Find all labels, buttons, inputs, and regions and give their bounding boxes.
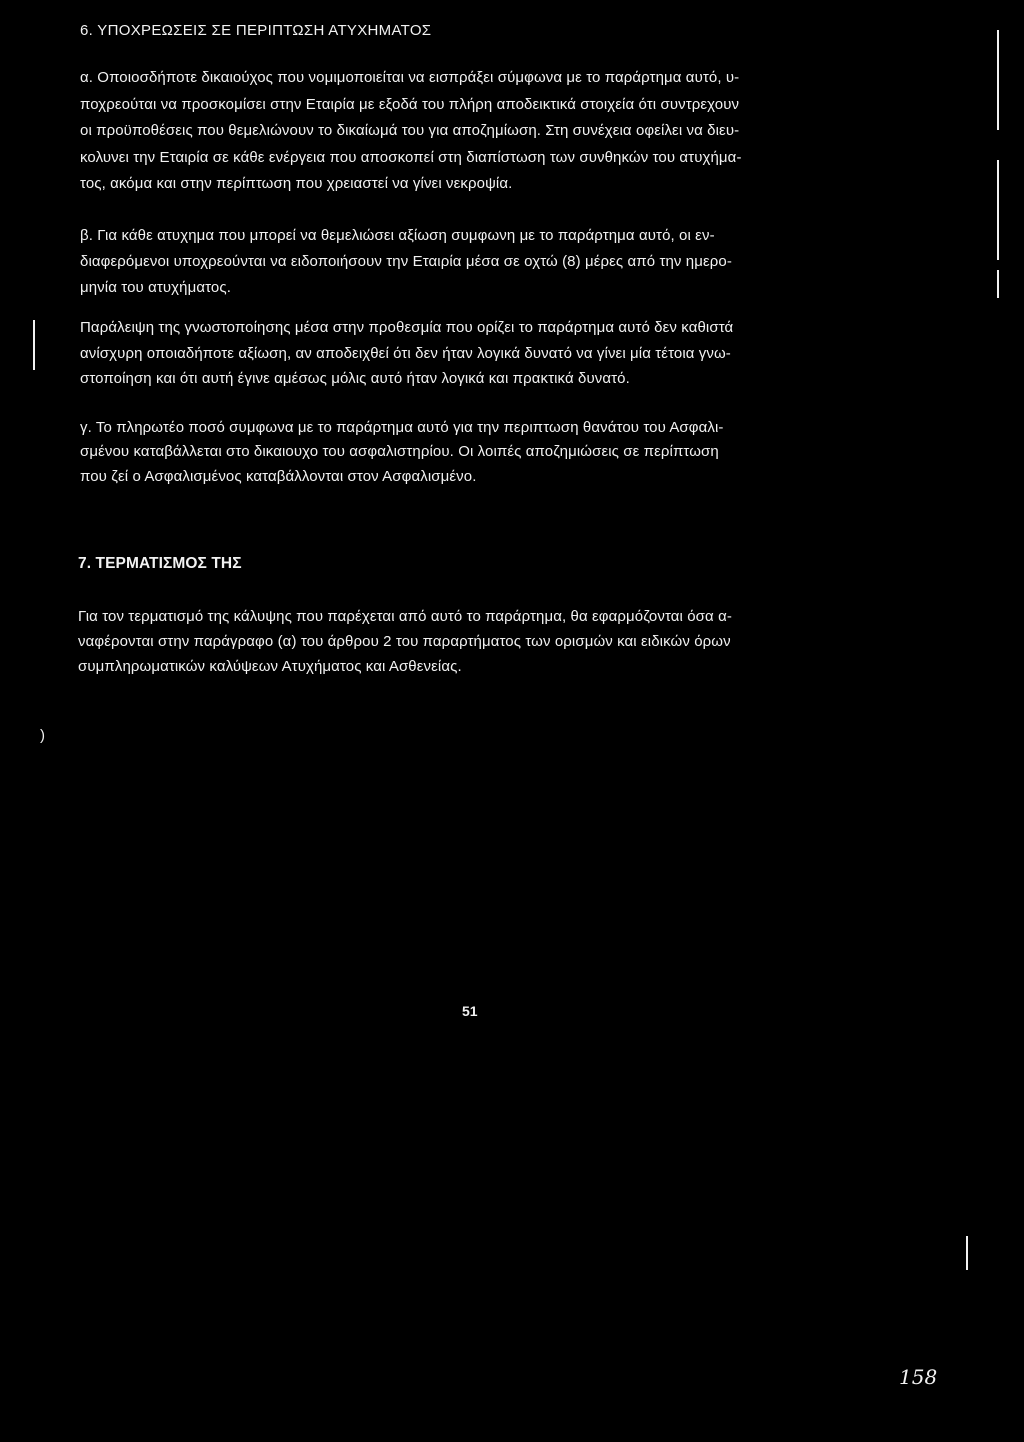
section-7-title: 7. ΤΕΡΜΑΤΙΣΜΟΣ ΤΗΣ: [78, 555, 242, 572]
section-7-line: Για τον τερματισμό της κάλυψης που παρέχεται από αυτό το παράρτημα, θα εφαρμόζονται όσα α-: [78, 608, 732, 625]
paragraph-b-line: διαφερόμενοι υποχρεούνται να ειδοποιήσουν την Εταιρία μέσα σε οχτώ (8) μέρες από την ημερο-: [80, 253, 732, 270]
revision-bar: [997, 160, 999, 260]
paragraph-notice-line: ανίσχυρη οποιαδήποτε αξίωση, αν αποδειχθεί ότι δεν ήταν λογικά δυνατό να γίνει μία τέτοια γνω-: [80, 345, 731, 362]
handwritten-page-number: 158: [899, 1365, 938, 1389]
paragraph-a-line: οι προϋποθέσεις που θεμελιώνουν το δικαίωμά του για αποζημίωση. Στη συνέχεια οφείλει να διευ-: [80, 122, 740, 139]
paragraph-b-line: μηνία του ατυχήματος.: [80, 279, 231, 296]
paragraph-notice-line: Παράλειψη της γνωστοποίησης μέσα στην προθεσμία που ορίζει το παράρτημα αυτό δεν καθιστά: [80, 319, 734, 336]
revision-bar: [997, 30, 999, 130]
revision-bar: [997, 270, 999, 298]
revision-bar: [966, 1236, 968, 1270]
paragraph-c-line: που ζεί ο Ασφαλισμένος καταβάλλονται στον Ασφαλισμένο.: [80, 468, 477, 485]
section-7-line: ναφέρονται στην παράγραφο (α) του άρθρου 2 του παραρτήματος των ορισμών και ειδικών όρων: [78, 633, 731, 650]
paragraph-a-line: ποχρεούται να προσκομίσει στην Εταιρία με εξοδά του πλήρη αποδεικτικά στοιχεία ότι συντρεχουν: [80, 96, 740, 113]
paragraph-b-line: β. Για κάθε ατυχημα που μπορεί να θεμελιώσει αξίωση συμφωνη με το παράρτημα αυτό, οι εν-: [80, 227, 715, 244]
paragraph-notice-line: στοποίηση και ότι αυτή έγινε αμέσως μόλις αυτό ήταν λογικά και πρακτικά δυνατό.: [80, 370, 630, 387]
paragraph-a-line: τος, ακόμα και στην περίπτωση που χρειαστεί να γίνει νεκροψία.: [80, 175, 513, 192]
paragraph-c-line: γ. Το πληρωτέο ποσό συμφωνα με το παράρτημα αυτό για την περιπτωση θανάτου του Ασφαλι-: [80, 419, 724, 436]
paragraph-a-line: α. Οποιοσδήποτε δικαιούχος που νομιμοποιείται να εισπράξει σύμφωνα με το παράρτημα αυτό, υ-: [80, 69, 740, 86]
margin-parenthesis: ): [40, 727, 45, 744]
page-number: 51: [462, 1003, 478, 1019]
revision-bar: [33, 320, 35, 370]
paragraph-a-line: κολυνει την Εταιρία σε κάθε ενέργεια που αποσκοπεί στη διαπίστωση των συνθηκών του ατυχήμα-: [80, 149, 742, 166]
section-7-line: συμπληρωματικών καλύψεων Ατυχήματος και Ασθενείας.: [78, 658, 462, 675]
section-6-title: 6. ΥΠΟΧΡΕΩΣΕΙΣ ΣΕ ΠΕΡΙΠΤΩΣΗ ΑΤΥΧΗΜΑΤΟΣ: [80, 22, 432, 39]
paragraph-c-line: σμένου καταβάλλεται στο δικαιουχο του ασφαλιστηρίου. Οι λοιπές αποζημιώσεις σε περίπτωση: [80, 443, 719, 460]
